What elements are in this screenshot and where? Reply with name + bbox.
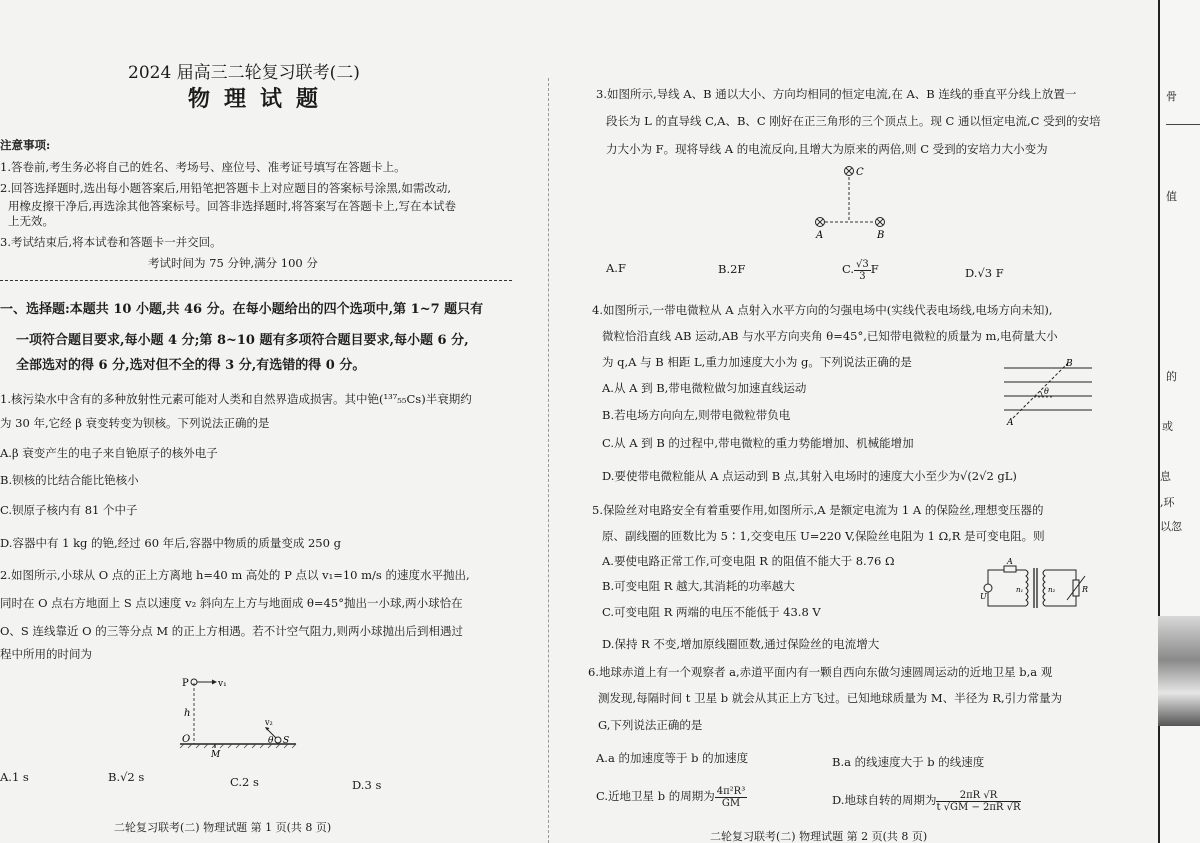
question-2-stem: O、S 连线靠近 O 的三等分点 M 的正上方相遇。若不计空气阻力,则两小球抛出后到相遇过 (0, 624, 463, 638)
edge-fragment: 的 (1166, 370, 1177, 383)
label-m: M (211, 750, 221, 760)
question-5-stem: 5.保险丝对电路安全有着重要作用,如图所示,A 是额定电流为 1 A 的保险丝,理想变压器的 (592, 503, 1044, 517)
question-3-option-d: D.√3 F (965, 266, 1004, 280)
question-2-option-b: B.√2 s (108, 770, 145, 784)
question-5-option-a: A.要使电路正常工作,可变电阻 R 的阻值不能大于 8.76 Ω (602, 554, 895, 568)
question-6-stem: 6.地球赤道上有一个观察者 a,赤道平面内有一颗自西向东做匀速圆周运动的近地卫星 b,a 观 (588, 665, 1053, 679)
label-n1: n₁ (1016, 586, 1024, 594)
section-heading-line: 全部选对的得 6 分,选对但不全的得 3 分,有选错的得 0 分。 (16, 358, 366, 373)
question-5-stem: 原、副线圈的匝数比为 5∶1,交变电压 U=220 V,保险丝电阻为 1 Ω,R 是可变电阻。则 (602, 529, 1045, 543)
wire-b-symbol (876, 218, 885, 227)
wire-a-symbol (816, 218, 825, 227)
label-v2: v₂ (265, 718, 273, 727)
label-b: B (1066, 359, 1073, 369)
edge-fragment: 以忽 (1160, 520, 1182, 533)
question-2-option-c: C.2 s (230, 775, 259, 789)
page-gutter (548, 78, 549, 843)
label-a: A (1007, 418, 1014, 426)
question-3-stem: 段长为 L 的直导线 C,A、B、C 刚好在正三角形的三个顶点上。现 C 通以恒定电流,C 受到的安培 (606, 114, 1101, 128)
exam-page-1 (0, 0, 540, 843)
notice-item: 3.考试结束后,将本试卷和答题卡一并交回。 (0, 235, 222, 249)
question-6-option-c: C.近地卫星 b 的周期为 $\frac{\text{4π²R³}}{GM}$ (596, 785, 746, 809)
notice-item: 1.答卷前,考生务必将自己的姓名、考场号、座位号、准考证号填写在答题卡上。 (0, 160, 406, 174)
label-fuse-a: A (1007, 557, 1013, 566)
question-4-option-b: B.若电场方向向左,则带电微粒带负电 (602, 408, 791, 422)
notice-item: 上无效。 (8, 214, 54, 228)
question-2-option-d: D.3 s (352, 778, 382, 792)
question-4-stem: 为 q,A 与 B 相距 L,重力加速度大小为 g。下列说法正确的是 (602, 355, 912, 369)
question-1-stem: 为 30 年,它经 β 衰变转变为钡核。下列说法正确的是 (0, 416, 270, 430)
label-v1: v₁ (218, 679, 227, 689)
edge-fragment: 息 (1160, 470, 1171, 483)
question-2-option-a: A.1 s (0, 770, 29, 784)
question-4-option-c: C.从 A 到 B 的过程中,带电微粒的重力势能增加、机械能增加 (602, 436, 914, 450)
label-o: O (182, 734, 191, 745)
edge-fragment: ,环 (1160, 496, 1175, 509)
edge-photo (1158, 616, 1200, 726)
question-5-option-b: B.可变电阻 R 越大,其消耗的功率越大 (602, 579, 795, 593)
label-theta: θ (1044, 387, 1049, 396)
question-6-option-d: D.地球自转的周期为 $\frac{2\pi R √R}{t √GM - 2\pi R √R}$ (832, 789, 1021, 813)
question-3-stem: 力大小为 F。现将导线 A 的电流反向,且增大为原来的两倍,则 C 受到的安培力大小变为 (606, 142, 1048, 156)
fuse-a (1004, 566, 1016, 572)
label-s: S (283, 736, 290, 746)
edge-fragment: 值 (1166, 190, 1177, 203)
secondary-coil (1043, 570, 1045, 606)
exam-time-note: 考试时间为 75 分钟,满分 100 分 (148, 256, 318, 270)
question-3-stem: 3.如图所示,导线 A、B 通以大小、方向均相同的恒定电流,在 A、B 连线的垂直平分线上放置一 (596, 87, 1077, 101)
notice-heading: 注意事项: (0, 138, 51, 152)
edge-fragment: 或 (1162, 420, 1173, 433)
wire-triangle-figure (805, 160, 895, 240)
question-2-stem: 同时在 O 点右方地面上 S 点以速度 v₂ 斜向左上方与地面成 θ=45°抛出一小球,两小球恰在 (0, 596, 463, 610)
question-4-option-d: D.要使带电微粒能从 A 点运动到 B 点,其射入电场时的速度大小至少为√(2√2 gL) (602, 469, 1017, 483)
electric-field-figure (1000, 356, 1100, 426)
question-1-stem: 1.核污染水中含有的多种放射性元素可能对人类和自然界造成损害。其中铯(¹³⁷₅₅Cs)半衰期约 (0, 392, 472, 406)
edge-line (1166, 124, 1200, 125)
question-4-stem: 微粒恰沿直线 AB 运动,AB 与水平方向夹角 θ=45°,已知带电微粒的质量为 m,电荷量大小 (602, 329, 1058, 343)
question-2-stem: 2.如图所示,小球从 O 点的正上方离地 h=40 m 高处的 P 点以 v₁=10 m/s 的速度水平抛出, (0, 568, 470, 582)
section-heading-line: 一项符合题目要求,每小题 4 分;第 8~10 题有多项符合题目要求,每小题 6 分, (16, 333, 469, 348)
question-5-option-c: C.可变电阻 R 两端的电压不能低于 43.8 V (602, 605, 821, 619)
question-3-option-c: C. $\frac{√3}{3}$ F (842, 258, 879, 282)
label-n2: n₂ (1048, 586, 1056, 594)
transformer-circuit-figure (978, 556, 1098, 616)
page-2-footer: 二轮复习联考(二) 物理试题 第 2 页(共 8 页) (710, 830, 928, 843)
notice-item: 用橡皮擦干净后,再选涂其他答案标号。回答非选择题时,将答案写在答题卡上,写在本试卷 (8, 199, 456, 213)
label-b: B (877, 230, 885, 240)
label-theta: θ (268, 736, 274, 746)
section-heading-line: 一、选择题:本题共 10 小题,共 46 分。在每小题给出的四个选项中,第 1~7 题只有 (0, 302, 484, 317)
projectile-figure (170, 668, 320, 762)
edge-fragment: 骨 (1166, 90, 1177, 103)
label-h: h (184, 708, 191, 719)
question-6-stem: 测发现,每隔时间 t 卫星 b 就会从其正上方飞过。已知地球质量为 M、半径为 R,引力常量为 (598, 691, 1063, 705)
exam-title-subject: 物理试题 (188, 86, 333, 112)
question-1-option-c: C.钡原子核内有 81 个中子 (0, 503, 138, 517)
question-1-option-a: A.β 衰变产生的电子来自铯原子的核外电子 (0, 446, 218, 460)
question-6-option-a: A.a 的加速度等于 b 的加速度 (596, 751, 749, 765)
exam-page-2 (560, 0, 1150, 843)
question-2-stem: 程中所用的时间为 (0, 647, 92, 661)
question-4-stem: 4.如图所示,一带电微粒从 A 点射入水平方向的匀强电场中(实线代表电场线,电场方向未知), (592, 303, 1053, 317)
label-c: C (856, 167, 864, 178)
label-a: A (816, 230, 824, 240)
question-5-option-d: D.保持 R 不变,增加原线圈匝数,通过保险丝的电流增大 (602, 637, 880, 651)
question-4-option-a: A.从 A 到 B,带电微粒做匀加速直线运动 (602, 381, 807, 395)
label-p: P (182, 678, 189, 689)
page-1-footer: 二轮复习联考(二) 物理试题 第 1 页(共 8 页) (114, 821, 332, 834)
question-6-option-b: B.a 的线速度大于 b 的线速度 (832, 755, 985, 769)
notice-item: 2.回答选择题时,选出每小题答案后,用铅笔把答题卡上对应题目的答案标号涂黑,如需改动, (0, 181, 452, 195)
exam-title-line1: 2024 届高三二轮复习联考(二) (128, 63, 360, 83)
section-divider (0, 280, 512, 281)
label-u: U (980, 592, 987, 601)
question-6-stem: G,下列说法正确的是 (598, 718, 703, 732)
label-r: R (1082, 585, 1089, 594)
question-1-option-b: B.钡核的比结合能比铯核小 (0, 473, 139, 487)
question-3-option-a: A.F (606, 261, 626, 275)
question-1-option-d: D.容器中有 1 kg 的铯,经过 60 年后,容器中物质的质量变成 250 g (0, 536, 341, 550)
question-3-option-b: B.2F (718, 262, 746, 276)
ac-source (984, 584, 992, 592)
primary-coil (1026, 570, 1028, 606)
wire-c-symbol (845, 167, 854, 176)
